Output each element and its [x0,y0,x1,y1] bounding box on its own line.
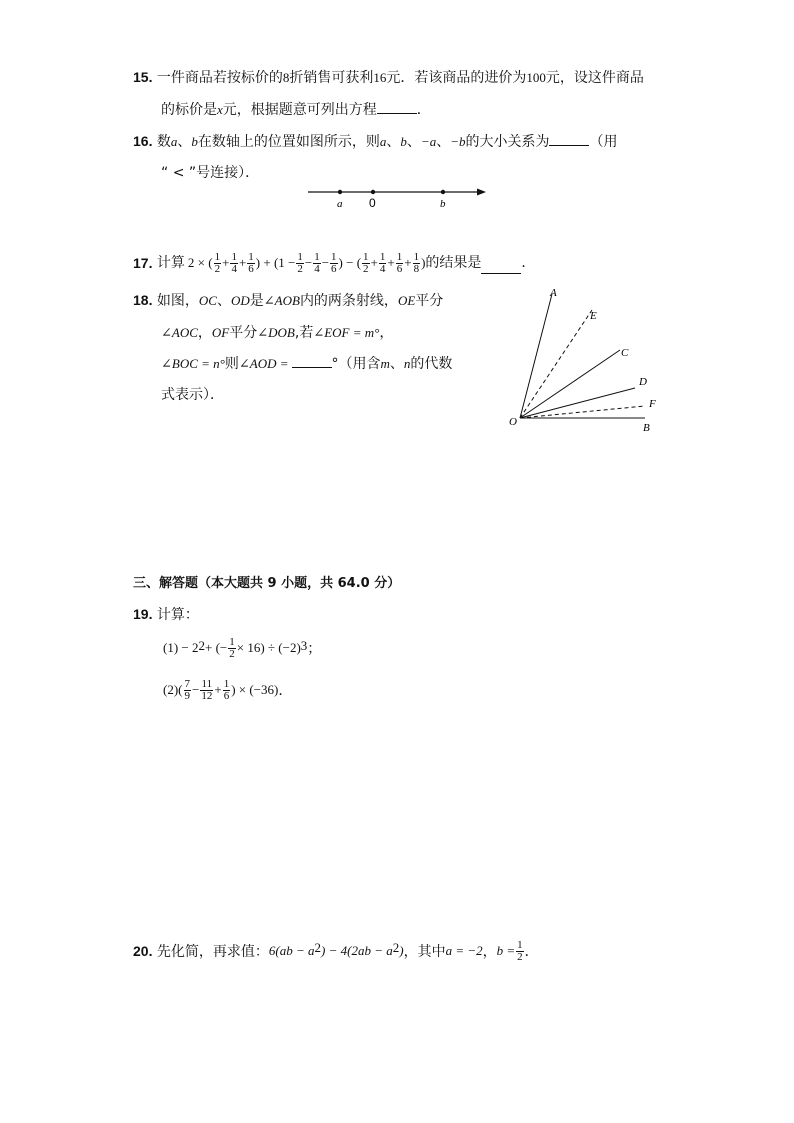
point-zero [371,190,375,194]
answer-blank [292,367,332,368]
q20-cond-b: b = [496,943,516,958]
q15-var-x: x [217,102,223,117]
label-B: B [643,422,650,434]
q20-text-pre: 先化简，再求值： [156,944,269,960]
q18-text: ， [197,325,212,341]
q17-text-pre: 计算 [156,255,185,271]
q18-ray-od: OD [230,293,250,308]
label-A: A [550,287,557,299]
q19-p2-expr: (2)( [163,682,183,697]
q18-var-m: m [380,356,390,371]
q19-p2-expr: ) × (−36) [231,682,279,697]
question-number: 20. [133,943,153,959]
q18-text: 则 [224,356,239,372]
q20-expr: ) [399,943,404,958]
q18-text: 是 [249,293,264,309]
question-18-line-2 [161,322,393,342]
q16-var-b: b [191,134,198,149]
fraction: $\frac{1}{6}$ [396,250,403,275]
q18-angle-boc: ∠BOC = n° [161,356,225,371]
q16-sep: 、 [436,134,451,150]
q16-text-5: “ < ”号连接）． [161,165,260,181]
question-number: 19. [133,606,153,622]
exponent: 2 [314,940,322,955]
label-zero: 0 [369,196,376,210]
q18-text: 平分 [229,325,258,341]
label-C: C [621,347,629,359]
q16-var-a: a [170,134,178,149]
q20-end: ． [524,944,539,960]
exponent: 2 [392,940,400,955]
fraction: $\frac{1}{2}$ [297,250,303,275]
exponent: 3 [300,638,308,653]
fraction: $\frac{11}{12}$ [201,677,213,702]
answer-blank [481,253,521,274]
question-18 [133,290,443,310]
ray-of [520,406,645,418]
q18-angle-aoc: ∠AOC [161,325,198,340]
q15-text-2: 折销售可获利 [289,70,374,86]
q18-text: 式表示）． [161,387,224,403]
question-18-line-4 [161,384,224,404]
q20-expr: ) − 4(2ab − a [321,943,393,958]
q17-expr-end: ) [421,255,426,270]
q15-value-profit: 16 [373,70,387,85]
q18-ray-oe: OE [397,293,416,308]
q19-p1-expr: (1) − 2 [163,640,199,655]
q19-part-2 [163,673,292,707]
answer-blank [377,113,417,114]
question-number: 18. [133,292,153,308]
question-number: 15. [133,69,153,85]
q18-text: 的代数 [410,356,453,372]
q16-var-neg-a: −a [420,134,437,149]
operator: + [387,255,395,270]
answer-blank [549,145,589,146]
q18-text: 如图， [156,293,199,309]
angle-figure [500,282,670,437]
q18-text: 内的两条射线， [299,293,398,309]
q17-expr-mid1: ) + (1 − [255,255,296,270]
fraction: $\frac{7}{9}$ [184,677,190,702]
q15-value-discount: 8 [282,70,290,85]
fraction: $\frac{1}{6}$ [223,677,230,702]
point-b [441,190,445,194]
q15-text-3: 元．若该商品的进价为 [386,70,527,86]
q20-expr: 6(ab − a [268,943,315,958]
q18-angle-dob: ∠DOB [257,325,295,340]
q17-expr-mid2: ) − ( [338,255,362,270]
number-line-figure [300,182,500,212]
q20-cond-a: a = −2 [445,943,483,958]
fraction: $\frac{1}{6}$ [331,250,337,275]
q16-var-a2: a [379,134,387,149]
label-b: b [440,198,446,210]
question-16 [133,131,617,151]
q20-text-mid: ，其中 [403,944,446,960]
label-E: E [590,310,597,322]
q16-sep: 、 [386,134,401,150]
question-18-line-3 [161,353,452,373]
question-20 [133,934,539,968]
q19-title: 计算： [156,607,199,623]
q16-sep: 、 [177,134,192,150]
fraction: $\frac{1}{4}$ [314,250,320,275]
q17-end: ． [521,255,536,271]
q16-text-1: 数 [156,134,171,150]
operator: − [321,255,330,270]
point-a [338,190,342,194]
q18-ray-of: OF [211,325,230,340]
operator: − [304,255,313,270]
label-F: F [649,398,656,410]
section-heading: 三、解答题（本大题共 9 小题，共 64.0 分） [133,576,401,591]
q18-sep: 、 [389,356,404,372]
question-19 [133,604,199,624]
question-15 [133,67,644,87]
q18-text: 平分 [415,293,444,309]
arrow-right-icon [477,189,486,196]
q15-text-4: 元，设这件商品 [545,70,644,86]
question-16-line-2 [161,162,259,182]
fraction: $\frac{1}{8}$ [413,250,420,275]
q19-p2-end: ． [278,683,293,699]
q15-end: ． [416,102,431,118]
q17-expr-a: 2 × ( [187,255,213,270]
fraction: $\frac{1}{4}$ [379,250,386,275]
q20-sep: ， [482,944,497,960]
fraction: $\frac{1}{2}$ [229,635,235,660]
q18-angle-aod: ∠AOD = [238,356,289,371]
fraction: $\frac{1}{4}$ [231,250,237,275]
label-a: a [337,198,343,210]
fraction: $\frac{1}{2}$ [363,250,369,275]
q19-p1-expr: × 16) ÷ (−2) [236,640,301,655]
fraction: $\frac{1}{2}$ [214,250,221,275]
q18-angle-eof: ∠EOF = m° [313,325,380,340]
operator: + [214,682,222,697]
q18-angle-aob: ∠AOB [263,293,300,308]
q18-text: ,若 [294,325,314,341]
operator: − [192,682,200,697]
q16-sep: 、 [406,134,421,150]
operator: + [222,255,230,270]
exponent: 2 [198,638,205,653]
q16-var-b2: b [400,134,407,149]
q16-text-4: （用 [589,134,618,150]
question-number: 17. [133,255,153,271]
q19-part-1 [163,632,321,664]
question-15-line-2 [161,99,431,119]
q16-text-2: 在数轴上的位置如图所示，则 [197,134,380,150]
q19-p1-end: ； [307,641,322,657]
question-number: 16. [133,133,153,149]
fraction: $\frac{1}{6}$ [248,250,254,275]
q16-var-neg-b: −b [450,134,466,149]
q17-text-post: 的结果是 [425,255,482,271]
fraction: $\frac{1}{2}$ [517,938,523,963]
operator: + [370,255,378,270]
q18-sep: 、 [216,293,231,309]
question-17 [133,246,535,280]
q18-text: ， [379,325,394,341]
label-O: O [509,416,517,428]
q15-text-6: 元，根据题意可列出方程 [222,102,377,118]
q18-var-n: n [403,356,411,371]
q15-value-cost: 100 [526,70,546,85]
q15-text-1: 一件商品若按标价的 [156,70,283,86]
q18-text: °（用含 [331,356,381,372]
label-D: D [639,376,647,388]
q19-p1-expr: + (− [205,640,228,655]
q18-ray-oc: OC [198,293,217,308]
operator: + [238,255,247,270]
q15-text-5: 的标价是 [161,102,217,118]
q16-text-3: 的大小关系为 [465,134,550,150]
operator: + [404,255,412,270]
